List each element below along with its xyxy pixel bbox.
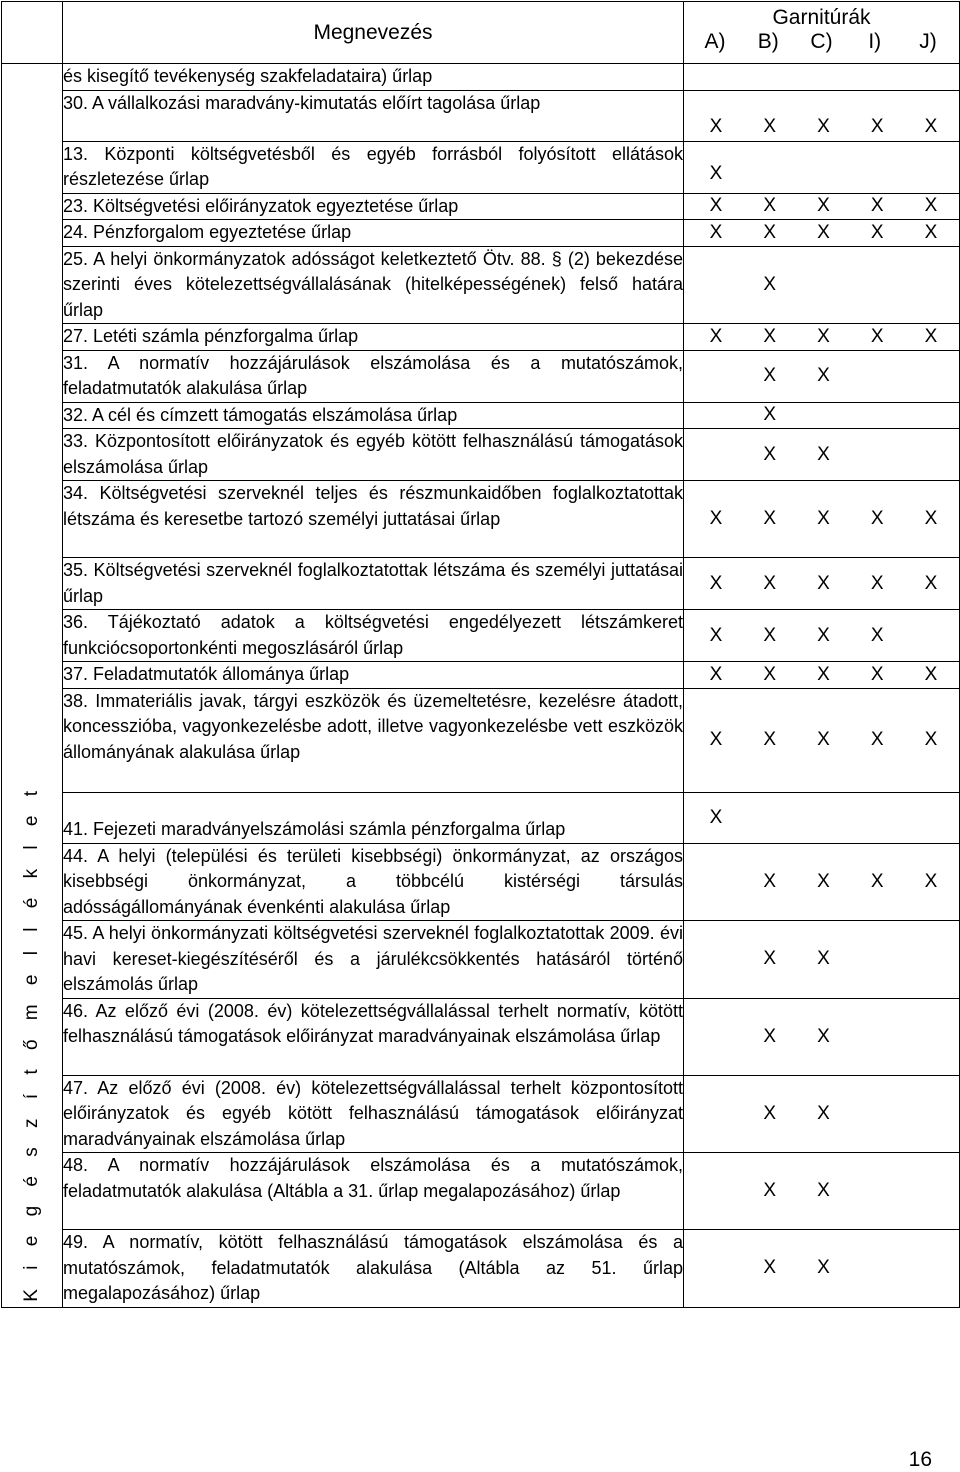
marks-group [684, 444, 959, 466]
mark-a: X [709, 508, 723, 529]
mark-i: X [870, 325, 884, 347]
mark-i: X [870, 870, 884, 892]
side-label-cell [2, 64, 63, 1308]
mark-b: X [763, 663, 777, 685]
mark-c: X [817, 948, 830, 970]
mark-b [752, 807, 788, 829]
row-marks [684, 921, 960, 999]
mark-c: X [817, 325, 830, 347]
mark-a: X [709, 729, 723, 750]
mark-i: X [870, 624, 884, 646]
mark-c: X [817, 624, 830, 646]
mark-b: X [763, 948, 777, 970]
mark-b: X [763, 1257, 777, 1279]
row-description: 25. A helyi önkormányzatok adósságot keletkeztető Ötv. 88. § (2) bekezdése szerinti éves kötelezettségvállalásának (hitelképességének) felső határa űrlap [63, 246, 684, 324]
row-marks [684, 90, 960, 141]
table-row [2, 64, 960, 91]
mark-c: X [817, 1180, 830, 1201]
mark-c [806, 163, 842, 185]
mark-a [698, 365, 734, 387]
mark-b: X [763, 443, 777, 465]
mark-c: X [817, 1102, 830, 1124]
row-marks [684, 610, 960, 662]
marks-group [684, 195, 959, 217]
mark-j: X [924, 572, 938, 594]
mark-i [859, 163, 895, 185]
row-description: és kisegítő tevékenység szakfeladataira) űrlap [63, 64, 684, 91]
mark-j: X [924, 870, 938, 892]
row-marks [684, 1075, 960, 1153]
mark-j [913, 1103, 949, 1125]
mark-b: X [763, 572, 777, 594]
table-row [2, 220, 960, 247]
table-row [2, 688, 960, 792]
mark-j: X [924, 508, 938, 529]
row-marks [684, 998, 960, 1075]
mark-i [859, 807, 895, 829]
garn-col-b: B) [757, 30, 779, 53]
row-marks [684, 141, 960, 193]
mark-i [859, 365, 895, 387]
side-header-cell [2, 2, 63, 64]
mark-c [806, 807, 842, 829]
mark-a: X [709, 221, 723, 243]
mark-b: X [763, 325, 777, 347]
mark-b [752, 163, 788, 185]
mark-j: X [924, 195, 938, 217]
marks-group [684, 948, 959, 970]
row-marks [684, 688, 960, 792]
mark-a [698, 871, 734, 893]
mark-a: X [709, 624, 723, 646]
mark-c [806, 404, 842, 426]
mark-c: X [817, 870, 830, 892]
table-row [2, 843, 960, 921]
mark-j: X [924, 325, 938, 347]
mark-a [698, 1103, 734, 1125]
mark-a: X [709, 115, 723, 137]
mark-j [913, 807, 949, 829]
mark-i [859, 274, 895, 296]
mark-c: X [817, 729, 830, 750]
row-description: 38. Immateriális javak, tárgyi eszközök és üzemeltetésre, kezelésre átadott, koncesszióba, vagyonkezelésbe adott, illetve vagyonkezelésbe vett eszközök állományának alakulása űrlap [63, 688, 684, 792]
mark-j [913, 948, 949, 970]
row-marks [684, 220, 960, 247]
mark-b: X [763, 1102, 777, 1124]
mark-a: X [709, 325, 723, 347]
marks-group [684, 807, 959, 829]
mark-i: X [870, 508, 884, 529]
marks-group [684, 625, 959, 647]
mark-i [859, 1103, 895, 1125]
mark-c: X [817, 1025, 830, 1047]
table-row [2, 610, 960, 662]
mark-i: X [870, 572, 884, 594]
row-description: 37. Feladatmutatók állománya űrlap [63, 662, 684, 689]
marks-group [684, 116, 959, 138]
mark-j: X [924, 663, 938, 685]
mark-b: X [763, 624, 777, 646]
side-label: K i e g é s z í t ő m e l l é k l e t [21, 783, 42, 1302]
row-description: 49. A normatív, kötött felhasználású támogatások elszámolása és a mutatószámok, feladatmutatók alakulása (Altábla az 51. űrlap megalapozásához) űrlap [63, 1230, 684, 1308]
table-row [2, 1153, 960, 1230]
mark-a [698, 444, 734, 466]
row-description: 46. Az előző évi (2008. év) kötelezettségvállalással terhelt normatív, kötött felhasználású támogatások előirányzat maradványainak elszámolása űrlap [63, 998, 684, 1075]
table-row [2, 429, 960, 481]
mark-i: X [870, 663, 884, 685]
marks-group [684, 1257, 959, 1279]
row-marks [684, 429, 960, 481]
mark-a [698, 1257, 734, 1279]
row-description: 34. Költségvetési szerveknél teljes és részmunkaidőben foglalkoztatottak létszáma és keresetbe tartozó személyi juttatásai űrlap [63, 481, 684, 558]
row-marks [684, 662, 960, 689]
mark-j [913, 163, 949, 185]
table-row [2, 402, 960, 429]
marks-group [684, 404, 959, 426]
marks-group [684, 326, 959, 348]
mark-c: X [817, 508, 830, 529]
marks-group [684, 664, 959, 686]
table-row [2, 792, 960, 843]
mark-j [913, 1180, 949, 1202]
row-marks [684, 324, 960, 351]
row-marks [684, 1230, 960, 1308]
mark-a: X [709, 663, 723, 685]
mark-c: X [817, 195, 830, 217]
mark-a: X [709, 806, 723, 828]
table-row [2, 1230, 960, 1308]
mark-j: X [924, 729, 938, 750]
row-description: 41. Fejezeti maradványelszámolási számla pénzforgalma űrlap [63, 792, 684, 843]
table-row [2, 246, 960, 324]
row-description: 32. A cél és címzett támogatás elszámolása űrlap [63, 402, 684, 429]
mark-c: X [817, 365, 830, 386]
row-marks [684, 558, 960, 610]
table-row [2, 90, 960, 141]
marks-group [684, 573, 959, 595]
row-description: 30. A vállalkozási maradvány-kimutatás előírt tagolása űrlap [63, 90, 684, 141]
row-description: 48. A normatív hozzájárulások elszámolása és a mutatószámok, feladatmutatók alakulása (Altábla a 31. űrlap megalapozásához) űrlap [63, 1153, 684, 1230]
mark-b: X [763, 221, 777, 243]
table-row [2, 350, 960, 402]
table-row [2, 481, 960, 558]
mark-j [913, 625, 949, 647]
mark-j [913, 404, 949, 426]
mark-j [913, 1257, 949, 1279]
mark-i: X [870, 115, 884, 137]
mark-j [913, 365, 949, 387]
table-row [2, 193, 960, 220]
mark-b: X [763, 1180, 777, 1201]
row-description: 24. Pénzforgalom egyeztetése űrlap [63, 220, 684, 247]
row-marks [684, 350, 960, 402]
mark-j: X [924, 115, 938, 137]
mark-a [698, 274, 734, 296]
mark-c: X [817, 572, 830, 594]
mark-c [806, 274, 842, 296]
mark-c: X [817, 221, 830, 243]
table-row [2, 662, 960, 689]
mark-a: X [709, 572, 723, 594]
row-marks [684, 481, 960, 558]
mark-j [913, 274, 949, 296]
garniturak-header [684, 2, 960, 64]
mark-a: X [709, 195, 723, 217]
row-description: 35. Költségvetési szerveknél foglalkoztatottak létszáma és személyi juttatásai űrlap [63, 558, 684, 610]
mark-b: X [763, 195, 777, 217]
mark-a: X [709, 163, 723, 184]
name-column-header: Megnevezés [63, 2, 684, 64]
row-description: 36. Tájékoztató adatok a költségvetési engedélyezett létszámkeret funkciócsoportonkénti megoszlásáról űrlap [63, 610, 684, 662]
row-description: 45. A helyi önkormányzati költségvetési szerveknél foglalkoztatottak 2009. évi havi kereset-kiegészítéséről és a járulékcsökkentés hatásáról történő elszámolás űrlap [63, 921, 684, 999]
table-row [2, 324, 960, 351]
row-description: 44. A helyi (települési és területi kisebbségi) önkormányzat, az országos kisebbségi önkormányzat, a többcélú kistérségi társulás adósságállományának évenkénti alakulása űrlap [63, 843, 684, 921]
table-row [2, 1075, 960, 1153]
row-description: 23. Költségvetési előirányzatok egyeztetése űrlap [63, 193, 684, 220]
mark-c: X [817, 115, 830, 137]
mark-b: X [763, 870, 777, 892]
mark-i [859, 404, 895, 426]
garn-col-c: C) [810, 30, 833, 53]
marks-group [684, 508, 959, 530]
mark-c: X [817, 663, 830, 685]
marks-group [684, 1180, 959, 1202]
marks-group [684, 871, 959, 893]
row-description: 33. Központosított előirányzatok és egyéb kötött felhasználású támogatások elszámolása űrlap [63, 429, 684, 481]
garn-col-a: A) [704, 30, 726, 53]
row-marks [684, 1153, 960, 1230]
mark-i: X [870, 221, 884, 243]
mark-b: X [763, 365, 777, 386]
mark-b: X [763, 273, 777, 295]
marks-group [684, 222, 959, 244]
mark-i [859, 1180, 895, 1202]
mark-c: X [817, 443, 830, 465]
marks-group [684, 1103, 959, 1125]
mark-j [913, 444, 949, 466]
marks-group [684, 365, 959, 387]
mark-b: X [763, 404, 777, 426]
row-marks [684, 843, 960, 921]
marks-group [684, 729, 959, 751]
mark-i: X [870, 195, 884, 217]
mark-i [859, 1026, 895, 1048]
mark-a [698, 404, 734, 426]
mark-a [698, 1180, 734, 1202]
table-row [2, 141, 960, 193]
mark-a [698, 1026, 734, 1048]
mark-i: X [870, 729, 884, 750]
mark-i [859, 444, 895, 466]
forms-table [1, 1, 960, 1308]
marks-group [684, 274, 959, 296]
marks-group [684, 1026, 959, 1048]
row-marks [684, 792, 960, 843]
row-description: 27. Letéti számla pénzforgalma űrlap [63, 324, 684, 351]
garn-col-j: J) [919, 30, 937, 53]
row-marks [684, 64, 960, 91]
mark-b: X [763, 729, 777, 750]
row-marks [684, 246, 960, 324]
mark-i [859, 948, 895, 970]
row-description: 31. A normatív hozzájárulások elszámolása és a mutatószámok, feladatmutatók alakulása űrlap [63, 350, 684, 402]
table-row [2, 921, 960, 999]
marks-group [684, 163, 959, 185]
row-description: 13. Központi költségvetésből és egyéb forrásból folyósított ellátások részletezése űrlap [63, 141, 684, 193]
row-marks [684, 402, 960, 429]
mark-j: X [924, 221, 938, 243]
row-marks [684, 193, 960, 220]
mark-i [859, 1257, 895, 1279]
mark-b: X [763, 508, 777, 529]
mark-j [913, 1026, 949, 1048]
mark-a [698, 948, 734, 970]
table-row [2, 558, 960, 610]
table-row [2, 998, 960, 1075]
page-number: 16 [908, 1448, 932, 1471]
garniturak-title: Garnitúrák [772, 6, 871, 29]
row-description: 47. Az előző évi (2008. év) kötelezettségvállalással terhelt központosított előirányzatok és egyéb kötött felhasználású támogatások előirányzat maradványainak elszámolása űrlap [63, 1075, 684, 1153]
garniturak-columns [684, 30, 959, 56]
mark-b: X [763, 1025, 777, 1047]
mark-b: X [763, 115, 777, 137]
mark-c: X [817, 1257, 830, 1279]
garn-col-i: I) [868, 30, 882, 53]
